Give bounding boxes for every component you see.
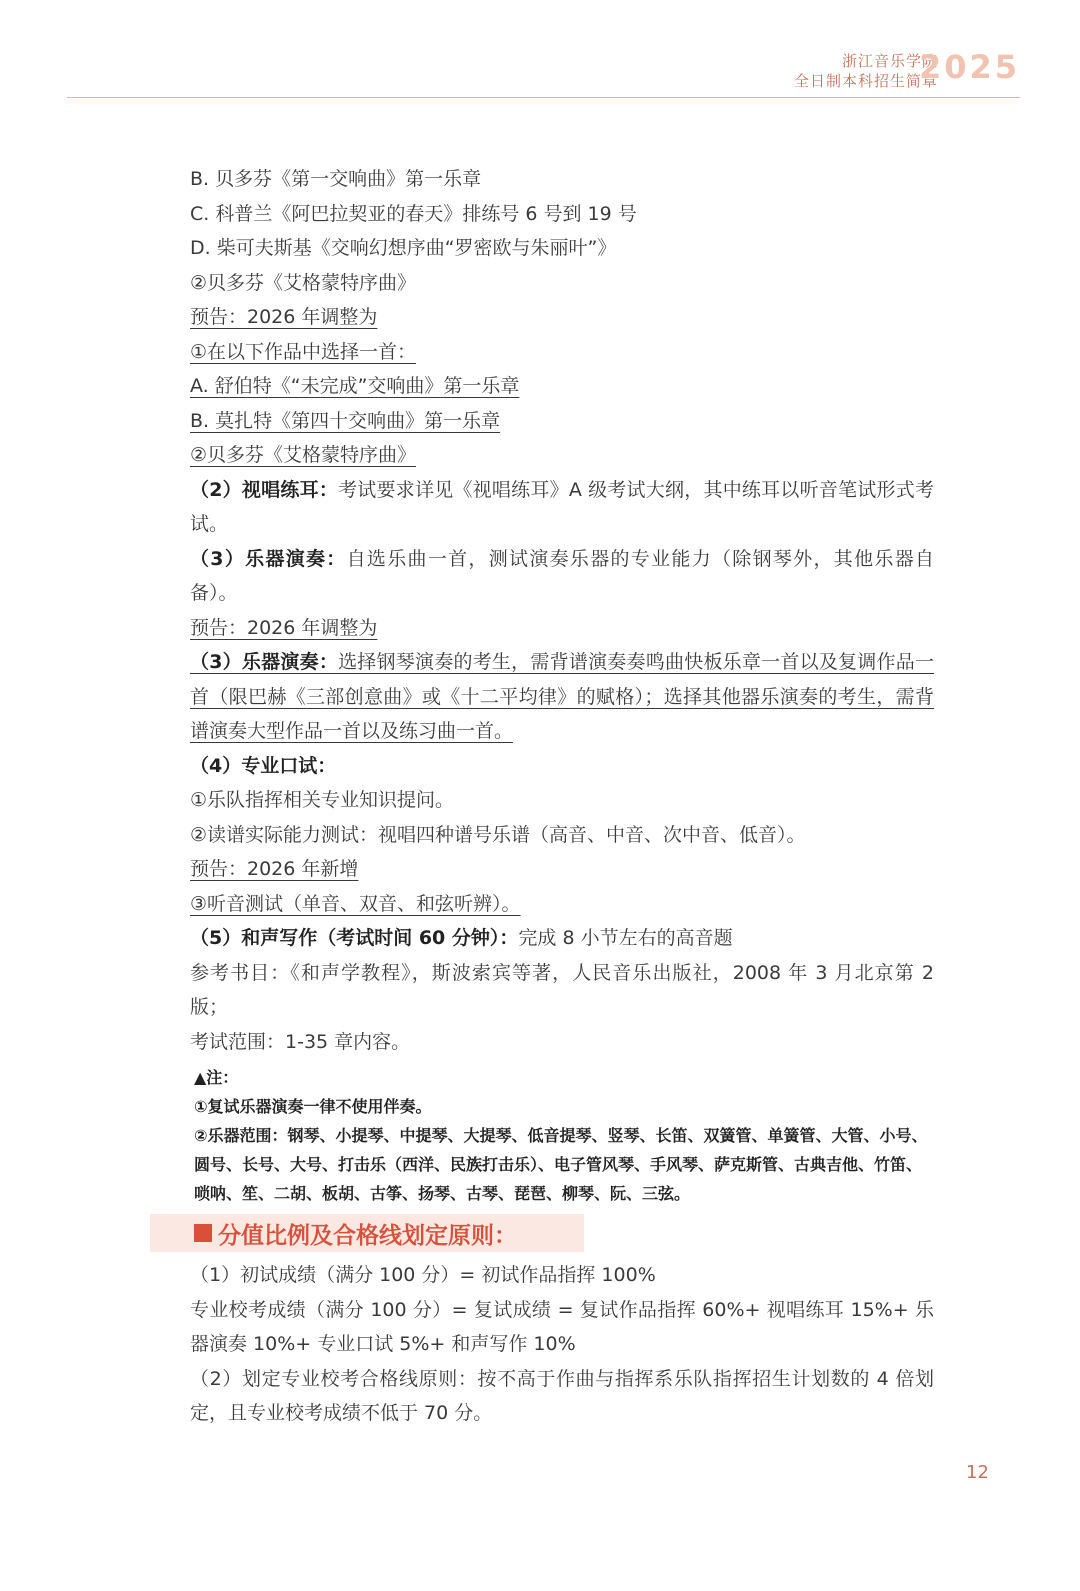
instrument-notice-text: 预告：2026 年调整为 [190,616,378,639]
notice-mozart [152,404,934,439]
section-harmony [152,921,934,956]
notice-choose [152,335,934,370]
section-oral [152,749,934,784]
document-body [152,162,934,1431]
harmony-text: 完成 8 小节左右的高音题 [518,927,733,949]
oral-item-1: ①乐队指挥相关专业知识提问。 [190,789,455,811]
line-egmont: ②贝多芬《艾格蒙特序曲》 [190,271,417,294]
oral-label: （4）专业口试： [190,754,337,777]
section-header-scoring [150,1214,584,1252]
notice-2026 [152,300,934,335]
section-sight-singing [152,473,934,542]
line-c: C. 科普兰《阿巴拉契亚的春天》排练号 6 号到 19 号 [190,202,637,225]
note-title: ▲注： [194,1068,239,1087]
section-instrument-new [152,645,934,749]
harmony-range: 考试范围：1-35 章内容。 [190,1030,411,1053]
header-subtitle: 全日制本科招生简章 [793,72,938,90]
score-formula: 专业校考成绩（满分 100 分）= 复试成绩 = 复试作品指挥 60%+ 视唱练耳 15%+ 乐器演奏 10%+ 专业口试 5%+ 和声写作 10% [190,1298,934,1355]
oral-notice-text: 预告：2026 年新增 [190,858,359,880]
page-number: 12 [966,1462,989,1483]
instrument-notice [152,611,934,646]
instrument-new-label: （3）乐器演奏： [190,651,339,673]
section-instrument [152,542,934,611]
notice-egmont-text: ②贝多芬《艾格蒙特序曲》 [190,444,417,466]
sight-singing-text: 考试要求详见《视唱练耳》A 级考试大纲，其中练耳以听音笔试形式考试。 [190,478,934,535]
page-header [0,0,1080,100]
oral-item-2: ②读谱实际能力测试：视唱四种谱号乐谱（高音、中音、次中音、低音）。 [190,823,806,846]
oral-notice [152,852,934,887]
instrument-text: 自选乐曲一首，测试演奏乐器的专业能力（除钢琴外，其他乐器自备）。 [190,547,934,604]
harmony-label: （5）和声写作（考试时间 60 分钟）： [190,927,519,949]
score-passline: （2）划定专业校考合格线原则：按不高于作曲与指挥系乐队指挥招生计划数的 4 倍划定，且专业校考成绩不低于 70 分。 [190,1367,934,1424]
header-year: 2025 [918,48,1020,86]
sight-singing-label: （2）视唱练耳： [190,478,339,501]
notice-text: 预告：2026 年调整为 [190,306,378,328]
note-item-1: ①复试乐器演奏一律不使用伴奏。 [194,1097,432,1116]
note-item-2: ②乐器范围：钢琴、小提琴、中提琴、大提琴、低音提琴、竖琴、长笛、双簧管、单簧管、大管、小号、圆号、长号、大号、打击乐（西洋、民族打击乐）、电子管风琴、手风琴、萨克斯管、古典吉他、竹笛、唢呐、笙、二胡、板胡、古筝、扬琴、古琴、琵琶、柳琴、阮、三弦。 [194,1126,928,1203]
line-d: D. 柴可夫斯基《交响幻想序曲“罗密欧与朱丽叶”》 [190,237,617,259]
instrument-label: （3）乐器演奏： [190,547,347,570]
header-divider [67,97,1020,98]
header-school-name: 浙江音乐学院 [841,52,938,70]
notice-mozart-text: B. 莫扎特《第四十交响曲》第一乐章 [190,409,501,432]
harmony-reference: 参考书目：《和声学教程》，斯波索宾等著，人民音乐出版社，2008 年 3 月北京第 2 版； [190,961,934,1018]
square-bullet-icon [194,1224,212,1242]
instrument-new-text: 选择钢琴演奏的考生，需背谱演奏奏鸣曲快板乐章一首以及复调作品一首（限巴赫《三部创意曲》或《十二平均律》的赋格）；选择其他器乐演奏的考生，需背谱演奏大型作品一首以及练习曲一首。 [190,651,934,742]
oral-item-3-text: ③听音测试（单音、双音、和弦听辨）。 [190,892,521,915]
section-title-scoring: 分值比例及合格线划定原则： [218,1222,517,1249]
notice-schubert [152,369,934,404]
line-b: B. 贝多芬《第一交响曲》第一乐章 [190,168,482,190]
notice-choose-text: ①在以下作品中选择一首： [190,340,417,363]
oral-item-3 [152,887,934,922]
score-initial: （1）初试成绩（满分 100 分）= 初试作品指挥 100% [190,1264,656,1286]
notice-egmont [152,438,934,473]
notice-schubert-text: A. 舒伯特《“未完成”交响曲》第一乐章 [190,375,520,397]
